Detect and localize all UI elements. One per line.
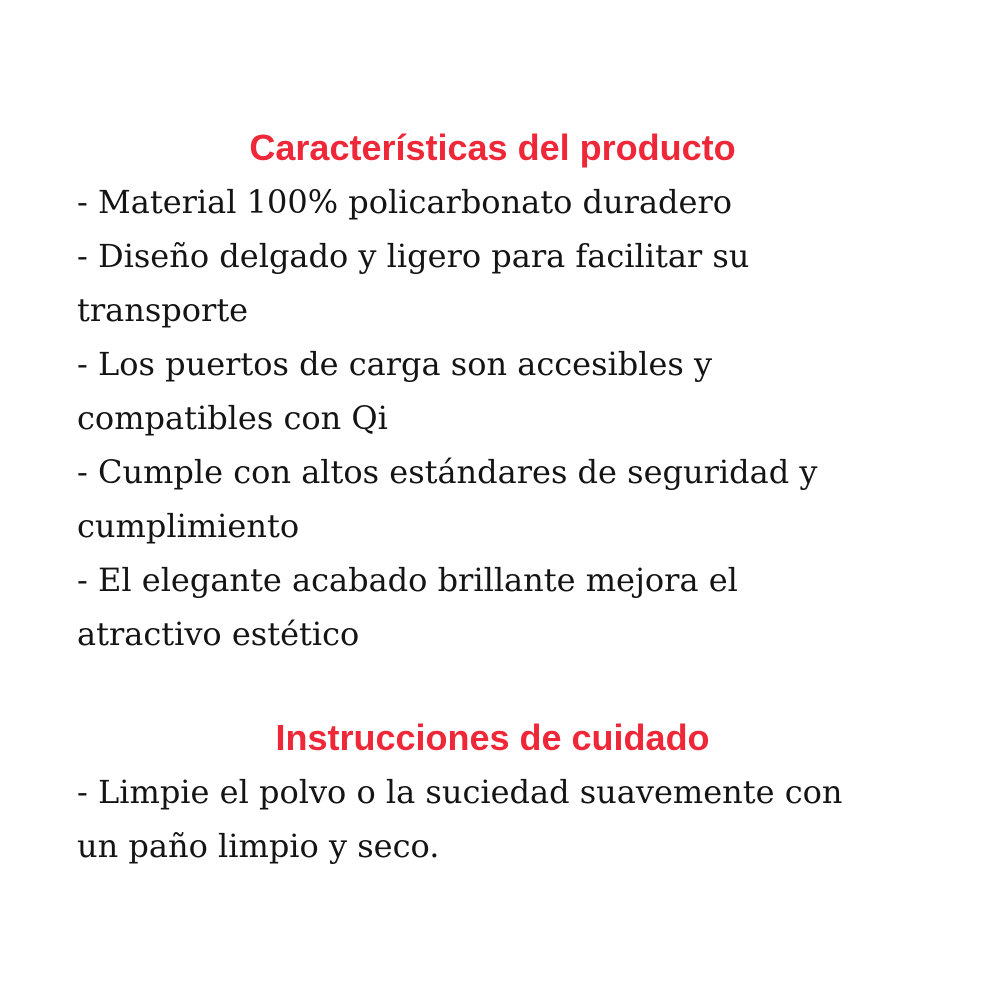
features-line: transporte [77,291,249,329]
features-line: compatibles con Qi [77,399,388,437]
features-line: - Material 100% policarbonato duradero [77,183,732,221]
features-line: - Los puertos de carga son accesibles y [77,345,713,383]
care-heading: Instrucciones de cuidado [275,717,710,758]
care-line: un paño limpio y seco. [77,827,440,865]
features-line: atractivo estético [77,615,360,653]
features-line: - Cumple con altos estándares de seguridad y [77,453,818,491]
care-line: - Limpie el polvo o la suciedad suavemente con [77,773,843,811]
features-line: - Diseño delgado y ligero para facilitar su [77,237,750,275]
features-line: cumplimiento [77,507,300,545]
features-line: - El elegante acabado brillante mejora el [77,561,738,599]
features-heading: Características del producto [249,127,736,168]
